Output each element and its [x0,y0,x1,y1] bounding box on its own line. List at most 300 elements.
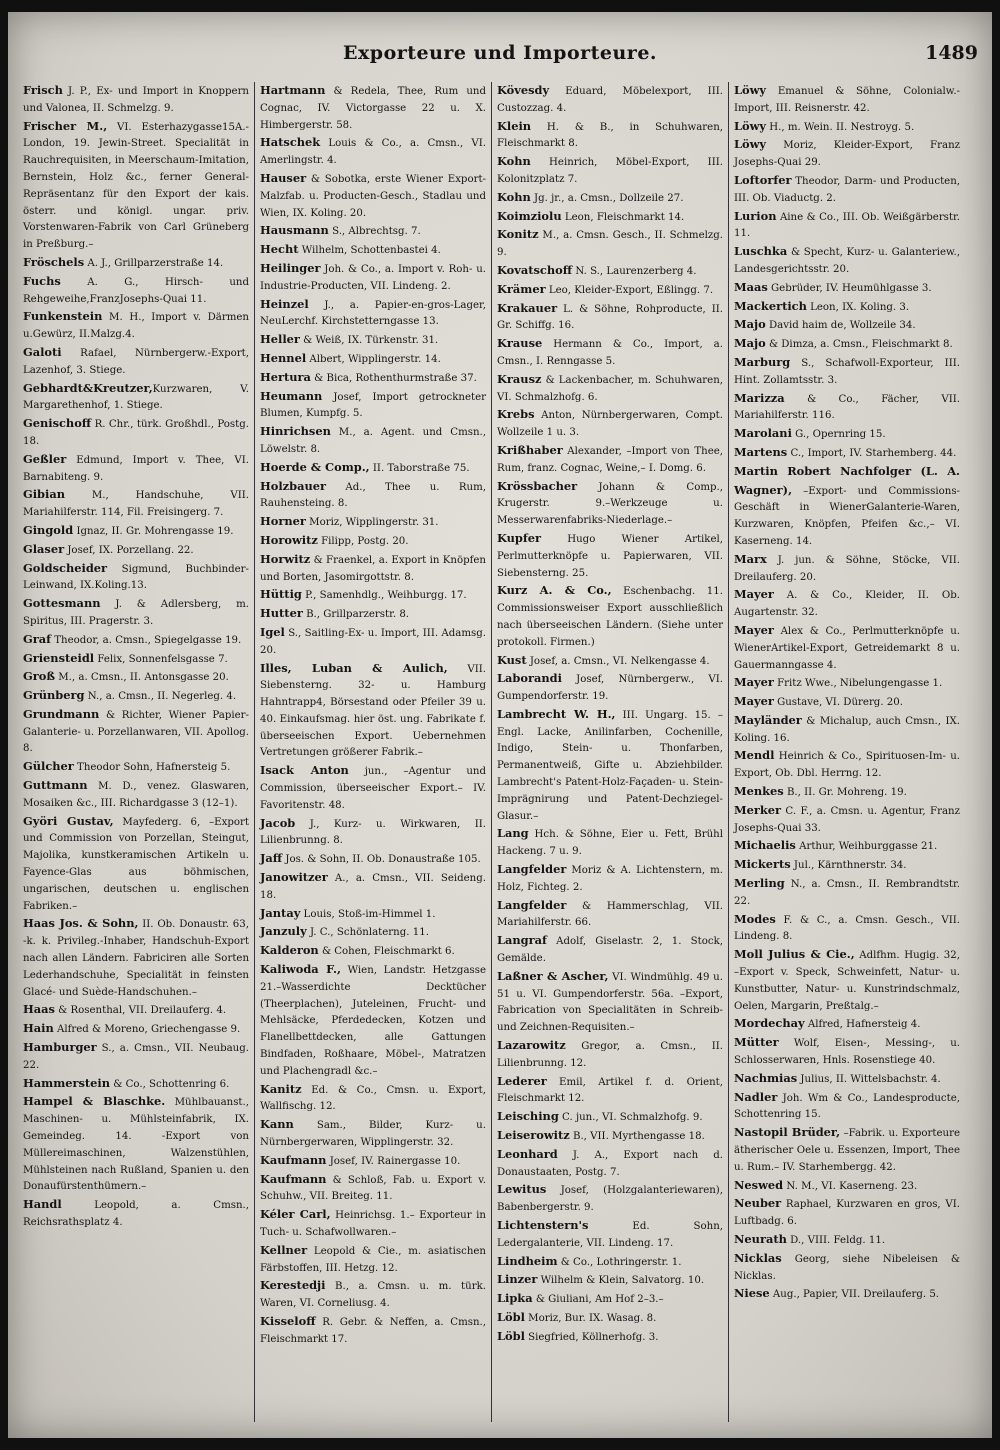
entry-name: Nadler [734,1089,778,1104]
entry-name: Niese [734,1286,770,1301]
directory-entry [260,660,486,763]
entry-name: Krausz [497,371,542,386]
entry-text: jun., –Agentur und Commission, überseeischer Export.– IV. Favoritenstr. 48. [260,766,486,811]
entry-name: Langfelder [497,897,567,912]
directory-entry [734,425,960,444]
entry-name: Kaliwoda F., [260,962,341,977]
entry-name: Hecht [260,242,299,257]
entry-text: Mühlbauanst., Maschinen- u. Mühlsteinfabrik, IX. Gemeindeg. 14. -Export von Müllereimaschinen, Walzenstühlen, Mühlsteinen nach Rußland, Spanien u. den Donaufürstenthümern.– [23,1097,249,1193]
entry-text: Kurzwaren, V. Margarethenhof, 1. Stiege. [23,383,249,412]
entry-name: Kisseloff [260,1313,316,1328]
entry-text: J. P., Ex- und Import in Knoppern und Valonea, II. Schmelzg. 9. [23,86,249,114]
entry-name: Isack Anton [260,763,349,778]
entry-text: M., a. Agent. und Cmsn., Löwelstr. 8. [260,427,486,455]
directory-entry [734,335,960,354]
entry-name: Nastopil Brüder, [734,1125,841,1140]
entry-text: Leopold, a. Cmsn., Reichsrathsplatz 4. [23,1200,249,1228]
directory-entry [23,380,249,416]
entry-name: Lazarowitz [497,1038,566,1053]
directory-entry [23,541,249,560]
entry-text: Raphael, Kurzwaren en gros, VI. Luftbadg. 6. [734,1199,960,1228]
entry-name: Janowitzer [260,870,328,885]
entry-name: Frisch [23,83,63,97]
entry-name: Jaff [260,851,283,866]
entry-name: Neswed [734,1177,784,1192]
directory-entry [497,1309,723,1328]
directory-entry [497,652,723,671]
entry-text: & Schloß, Fab. u. Export v. Schuhw., VII. Breiteg. 11. [260,1174,486,1203]
directory-entry [497,371,723,407]
entry-text: VI. Windmühlg. 49 u. 51 u. VI. Gumpendorferstr. 56a. –Export, Fabrication von Specialitäten in Schreib- und Zeichnen-Requisiten.– [497,971,723,1034]
directory-entry [734,463,960,551]
entry-text: B., VII. Myrthengasse 18. [569,1131,705,1143]
page-number: 1489 [925,42,978,64]
entry-text: Jul., Kärnthnerstr. 34. [790,860,907,872]
entry-name: Lindheim [497,1253,558,1268]
entry-name: Kövesdy [497,83,550,97]
entry-name: Mayer [734,587,774,602]
entry-text: J. C., Schönlaterng. 11. [306,927,429,939]
entry-name: Mütter [734,1035,779,1050]
directory-entry [734,390,960,426]
entry-name: Kust [497,652,527,667]
directory-columns [18,82,986,1422]
entry-text: P., Samenhdlg., Weihburgg. 17. [301,590,467,602]
entry-text: M., a. Cmsn., II. Antonsgasse 20. [54,672,229,684]
directory-entry [23,254,249,273]
directory-entry [260,388,486,424]
entry-name: Hennel [260,350,307,365]
entry-text: Theodor, Darm- und Producten, III. Ob. Viaductg. 2. [734,175,960,204]
entry-text: M., a. Cmsn. Gesch., II. Schmelzg. 9. [497,230,723,259]
entry-name: Goldscheider [23,560,108,575]
entry-name: Janzuly [260,924,307,939]
entry-text: Louis & Co., a. Cmsn., VI. Amerlingstr. 4. [260,138,486,167]
directory-entry [734,856,960,875]
entry-text: Arthur, Weihburggasse 21. [795,841,938,853]
entry-text: R. Chr., türk. Großhdl., Postg. 18. [23,419,249,447]
directory-entry [260,605,486,624]
entry-text: Aug., Papier, VII. Dreilauferg. 5. [769,1289,940,1301]
directory-entry [260,532,486,551]
entry-text: David haim de, Wollzeile 34. [765,320,916,332]
entry-text: II. Taborstraße 75. [369,462,470,474]
directory-entry [260,1242,486,1278]
entry-name: Hoerde & Comp., [260,459,370,474]
directory-entry [23,273,249,309]
entry-text: J., a. Papier-en-gros-Lager, NeuLerchf. Kirchstetterngasse 13. [260,299,486,328]
entry-name: Illes, Luban & Aulich, [260,660,448,675]
entry-text: Josef, a. Cmsn., VI. Nelkengasse 4. [526,655,710,667]
entry-name: Modes [734,911,776,926]
directory-entry [497,82,723,118]
entry-name: Mayer [734,622,774,637]
entry-text: Moriz, Bur. IX. Wasag. 8. [524,1312,657,1324]
entry-text: Josef, IV. Rainergasse 10. [326,1155,461,1167]
entry-text: G., Opernring 15. [791,429,886,441]
directory-entry [260,1171,486,1207]
directory-entry [734,1070,960,1089]
entry-text: Leopold & Cie., m. asiatischen Färbstoffen, III. Hetzg. 12. [260,1245,486,1274]
entry-text: Leo, Kleider-Export, Eßlingg. 7. [545,284,714,296]
entry-text: Leon, IX. Koling. 3. [806,301,910,313]
entry-name: Gülcher [23,759,74,774]
directory-entry [23,308,249,344]
column-1 [18,82,255,1422]
entry-name: Menkes [734,784,784,799]
entry-name: Löbl [497,1309,525,1324]
entry-name: Genischoff [23,416,92,431]
directory-entry [497,208,723,227]
directory-entry [497,1146,723,1182]
directory-entry [497,442,723,478]
directory-entry [497,1127,723,1146]
entry-text: & Weiß, IX. Türkenstr. 31. [299,335,439,347]
directory-entry [260,1206,486,1242]
directory-entry [23,1039,249,1075]
entry-name: Löwy [734,83,767,97]
entry-text: Emil, Artikel f. d. Orient, Fleischmarkt 12. [497,1076,723,1105]
entry-name: Leonhard [497,1146,558,1161]
entry-name: Nicklas [734,1250,782,1265]
directory-entry [497,281,723,300]
entry-name: Jacob [260,815,296,830]
entry-name: Kovatschoff [497,262,573,277]
entry-text: & Co., Lothringerstr. 1. [557,1256,682,1268]
directory-entry [734,802,960,838]
directory-entry [497,118,723,154]
directory-entry [734,622,960,674]
directory-entry [734,82,960,118]
column-3 [492,82,729,1422]
entry-text: Wien, Landstr. Hetzgasse 21.–Wasserdichte Decktücher (Theerplachen), Juteleinen, Frucht- und Mehlsäcke, Pferdedecken, Kotzen und Flanellbettdecken, alle Gattungen Bindfaden, Roßhaare, Möbel-, Matratzen und Plachengradl &c.– [260,965,486,1077]
directory-entry [734,1015,960,1034]
entry-text: & Co., Schottenring 6. [110,1078,230,1090]
entry-name: Fuchs [23,273,61,288]
entry-text: Alexander, –Import von Thee, Rum, franz. Cognac, Weine,– I. Domg. 6. [497,445,723,474]
entry-text: Hermann & Co., Import, a. Cmsn., I. Renngasse 5. [497,339,723,367]
entry-name: Löbl [497,1328,525,1343]
directory-entry [734,118,960,137]
directory-entry [734,837,960,856]
directory-entry [260,331,486,350]
entry-name: Gibian [23,487,66,502]
directory-entry [260,762,486,814]
entry-text: –Fabrik. u. Exporteure ätherischer Oele u. Essenzen, Import, Thee u. Rum.– IV. Starhembergg. 42. [734,1128,960,1173]
directory-entry [260,1277,486,1313]
entry-text: J. & Adlersberg, m. Spiritus, III. Pragerstr. 3. [23,599,249,627]
directory-entry [497,153,723,189]
entry-text: VII. Siebensterng. 32- u. Hamburg Hahntrapp4, Börsestand oder Pfeiler 39 u. 40. Einkaufsmag. hier öst. ung. Fabrikate f. überseeischen Export. Uebernehmen Vertretungen größerer Fabrik.– [260,663,486,759]
entry-name: Jantay [260,905,301,920]
directory-entry [497,262,723,281]
directory-entry [23,758,249,777]
entry-text: –Export- und Commissions-Geschäft in WienerGalanterie-Waren, Kurzwaren, Knöpfen, Pfeifen &c.,– VI. Kaserneng. 14. [734,485,960,547]
entry-name: Majo [734,317,766,332]
directory-entry [734,243,960,279]
entry-text: Albert, Wipplingerstr. 14. [306,353,441,365]
entry-name: Lurion [734,208,777,223]
entry-text: Ed. Sohn, Ledergalanterie, VII. Lindeng. 17. [497,1221,723,1249]
entry-name: Funkenstein [23,309,103,324]
directory-entry [497,1217,723,1253]
entry-text: Josef, Nürnbergerw., VI. Gumpendorferstr. 19. [497,674,723,703]
entry-name: Neurath [734,1232,787,1246]
directory-entry [734,693,960,712]
entry-text: Moriz & A. Lichtenstern, m. Holz, Fichteg. 2. [497,865,723,893]
entry-text: Ad., Thee u. Rum, Rauhensteing. 8. [260,481,486,510]
entry-name: Hamburger [23,1040,97,1055]
entry-name: Koimziolu [497,208,562,223]
page-header [8,42,992,78]
entry-name: Krössbacher [497,478,578,493]
entry-name: Lipka [497,1291,533,1306]
entry-text: H. & B., in Schuhwaren, Fleischmarkt 8. [497,121,723,150]
entry-text: N., a. Cmsn., II. Negerleg. 4. [84,691,237,703]
entry-text: Adlfhm. Hugig. 32, –Export v. Speck, Schweinfett, Natur- u. Kunstbutter, Natur- u. Kunstrindschmalz, Oelen, Margarin, Preßtalg.– [734,950,960,1012]
page-title: Exporteure und Importeure. [342,42,658,64]
directory-entry [260,1313,486,1349]
directory-page [8,12,992,1438]
entry-name: Kupfer [497,530,542,545]
entry-text: & Fraenkel, a. Export in Knöpfen und Borten, Jasomirgottstr. 8. [260,554,486,583]
entry-text: & Cohen, Fleischmarkt 6. [318,946,455,958]
directory-entry [23,1075,249,1094]
entry-name: Hampel & Blaschke. [23,1094,166,1109]
directory-entry [260,134,486,170]
entry-text: F. & C., a. Cmsn. Gesch., VII. Lindeng. 8. [734,914,960,943]
entry-text: C. F., a. Cmsn. u. Agentur, Franz Josephs-Quai 33. [734,805,960,834]
entry-text: Josef, IX. Porzellang. 22. [64,544,194,556]
column-2 [255,82,492,1422]
directory-entry [23,118,249,254]
entry-text: Leon, Fleischmarkt 14. [561,211,685,223]
entry-text: Louis, Stoß-im-Himmel 1. [300,908,436,920]
entry-text: Adolf, Giselastr. 2, 1. Stock, Gemälde. [497,936,723,965]
entry-text: Hugo Wiener Artikel, Perlmutterknöpfe u. Papierwaren, VII. Siebensterng. 25. [497,533,723,579]
directory-entry [734,1285,960,1304]
entry-name: Loftorfer [734,172,792,187]
entry-name: Nachmias [734,1070,798,1085]
directory-entry [497,1181,723,1217]
directory-entry [734,1231,960,1250]
entry-name: Marolani [734,426,792,441]
entry-name: Heilinger [260,260,321,275]
entry-text: J., Kurz- u. Wirkwaren, II. Lilienbrunng. 8. [260,818,486,847]
entry-name: Löwy [734,137,767,152]
entry-text: Mayfederg. 6, –Export und Commission von Porzellan, Steingut, Majolika, kunstkeramischen Artikeln u. Fayence-Glas aus böhmischen, ungarischen, deutschen u. englischen Fabriken.– [23,816,249,912]
directory-entry [260,1116,486,1152]
directory-entry [260,869,486,905]
directory-entry [734,783,960,802]
directory-entry [497,335,723,371]
directory-entry [497,706,723,826]
directory-entry [497,1073,723,1109]
entry-name: Kellner [260,1242,308,1257]
directory-entry [260,513,486,532]
entry-text: H., m. Wein. II. Nestroyg. 5. [766,121,915,133]
entry-name: Griensteidl [23,650,95,665]
directory-entry [734,875,960,911]
directory-entry [23,706,249,758]
entry-name: Kohn [497,154,531,169]
entry-text: Alfred & Moreno, Griechengasse 9. [53,1024,241,1036]
directory-entry [260,459,486,478]
directory-entry [734,586,960,622]
entry-name: Kerestedji [260,1278,326,1293]
entry-text: Theodor, a. Cmsn., Spiegelgasse 19. [51,634,242,646]
entry-name: Fröschels [23,254,85,269]
entry-text: Gebrüder, IV. Heumühlgasse 3. [767,282,932,294]
directory-entry [23,486,249,522]
entry-name: Kalderon [260,943,319,958]
directory-entry [23,668,249,687]
entry-name: Merling [734,876,785,891]
directory-entry [497,189,723,208]
directory-entry [497,1037,723,1073]
entry-name: Krause [497,336,543,351]
entry-text: Wolf, Eisen-, Messing-, u. Schlosserwaren, Hnls. Rosenstiege 40. [734,1038,960,1067]
entry-name: Leisching [497,1109,559,1124]
entry-text: Heinrich, Möbel-Export, III. Kolonitzplatz 7. [497,157,723,185]
directory-entry [497,300,723,336]
entry-name: Mackertich [734,298,807,313]
directory-entry [260,624,486,660]
entry-name: Langfelder [497,862,567,877]
directory-entry [260,241,486,260]
directory-entry [497,1328,723,1347]
entry-name: Mayer [734,694,774,709]
entry-name: Horowitz [260,532,318,547]
directory-entry [260,222,486,241]
entry-text: & Co., Fächer, VII. Mariahilferstr. 116. [734,393,960,422]
entry-text: S., Saitling-Ex- u. Import, III. Adamsg. 20. [260,627,486,656]
entry-name: Marizza [734,390,785,405]
entry-text: Aine & Co., III. Ob. Weißgärberstr. 11. [734,211,960,240]
entry-name: Hutter [260,606,303,621]
entry-text: Filipp, Postg. 20. [317,535,409,547]
entry-text: & Lackenbacher, m. Schuhwaren, VI. Schmalzhofg. 6. [497,374,723,403]
directory-entry [734,674,960,693]
directory-entry [734,298,960,317]
entry-name: Laßner & Ascher, [497,968,609,983]
entry-text: A. G., Hirsch- und Rehgeweihe,FranzJosephs-Quai 11. [23,276,249,305]
entry-name: Graf [23,631,52,646]
directory-entry [497,932,723,968]
entry-text: D., VIII. Feldg. 11. [786,1235,886,1246]
directory-entry [497,582,723,651]
entry-text: Eduard, Möbelexport, III. Custozzag. 4. [497,86,723,114]
entry-text: Ed. & Co., Cmsn. u. Export, Wallfischg. 12. [260,1084,486,1113]
entry-name: Kurz A. & Co., [497,583,612,598]
directory-entry [734,1250,960,1286]
entry-text: B., II. Gr. Mohreng. 19. [783,787,907,799]
entry-name: Lichtenstern's [497,1218,589,1232]
directory-entry [23,650,249,669]
entry-text: C., Import, IV. Starhemberg. 44. [787,447,957,459]
directory-entry [260,961,486,1081]
directory-entry [497,226,723,262]
entry-name: Heumann [260,388,323,403]
entry-name: Györi Gustav, [23,813,114,828]
directory-entry [734,172,960,208]
entry-name: Martens [734,444,788,459]
entry-name: Grundmann [23,706,100,721]
entry-name: Langraf [497,933,547,948]
entry-text: Rafael, Nürnbergerw.-Export, Lazenhof, 3. Stiege. [23,347,249,376]
directory-entry [497,478,723,530]
column-4 [729,82,965,1422]
directory-entry [23,813,249,916]
entry-name: Hain [23,1021,54,1036]
entry-text: Jg. jr., a. Cmsn., Dollzeile 27. [530,192,684,204]
entry-name: Krakauer [497,300,558,315]
directory-entry [23,915,249,1001]
directory-entry [260,478,486,514]
entry-text: J. jun. & Söhne, Stöcke, VII. Dreilauferg. 20. [734,554,960,583]
directory-entry [260,1152,486,1171]
directory-entry [497,406,723,442]
entry-text: III. Ungarg. 15. –Engl. Lacke, Anilinfarben, Cochenille, Indigo, Stein- u. Thonfarben, Permanentweiß, Gifte u. Abziehbilder. Lambrecht's Patent-Holz-Façaden- u. Stein-Imprägnirung und Patent-Dechziegel-Glasur.– [497,709,723,822]
entry-text: B., Grillparzerstr. 8. [302,609,410,621]
directory-entry [260,296,486,332]
entry-text: L. & Söhne, Rohproducte, II. Gr. Schiffg. 16. [497,303,723,332]
entry-name: Klein [497,118,532,133]
entry-name: Igel [260,624,285,639]
entry-name: Groß [23,669,55,684]
entry-name: Kohn [497,189,531,204]
entry-name: Lambrecht W. H., [497,706,616,721]
directory-entry [23,415,249,451]
directory-entry [734,551,960,587]
entry-name: Handl [23,1197,62,1212]
directory-entry [260,423,486,459]
directory-entry [734,208,960,244]
entry-name: Michaelis [734,838,796,853]
directory-entry [734,1195,960,1231]
entry-text: J. A., Export nach d. Donaustaaten, Postg. 7. [497,1149,723,1178]
entry-name: Glaser [23,541,65,556]
entry-text: M., Handschuhe, VII. Mariahilferstr. 114, Fil. Freisingerg. 7. [23,490,249,519]
entry-text: Ignaz, II. Gr. Mohrengasse 19. [73,525,234,537]
directory-entry [734,316,960,335]
entry-name: Horwitz [260,551,311,566]
entry-text: Emanuel & Söhne, Colonialw.-Import, III. Reisnerstr. 42. [734,86,960,114]
entry-text: A. J., Grillparzerstraße 14. [84,257,224,269]
directory-entry [260,815,486,851]
entry-name: Lederer [497,1073,547,1088]
entry-text: Josef, Import getrockneter Blumen, Kumpfg. 5. [260,391,486,420]
entry-text: & Specht, Kurz- u. Galanteriew., Landesgerichtsstr. 20. [734,247,960,275]
directory-entry [23,595,249,631]
entry-text: & Giuliani, Am Hof 2–3.– [532,1294,664,1306]
entry-name: Gebhardt&Kreutzer, [23,380,153,395]
entry-text: Heinrichsg. 1.– Exporteur in Tuch- u. Schafwollwaren.– [260,1210,486,1238]
entry-name: Kann [260,1117,294,1132]
entry-text: Felix, Sonnenfelsgasse 7. [94,653,228,665]
entry-text: Sam., Bilder, Kurz- u. Nürnbergerwaren, Wipplingerstr. 32. [260,1120,486,1149]
directory-entry [497,861,723,897]
entry-name: Krämer [497,281,546,296]
entry-name: Grünberg [23,688,85,703]
directory-entry [23,82,249,118]
entry-text: Alfred, Hafnersteig 4. [804,1019,921,1031]
entry-name: Hartmann [260,83,326,97]
entry-name: Hatschek [260,135,321,150]
entry-text: Moriz, Kleider-Export, Franz Josephs-Quai 29. [734,140,960,169]
directory-entry [734,712,960,748]
entry-name: Hinrichsen [260,424,331,439]
